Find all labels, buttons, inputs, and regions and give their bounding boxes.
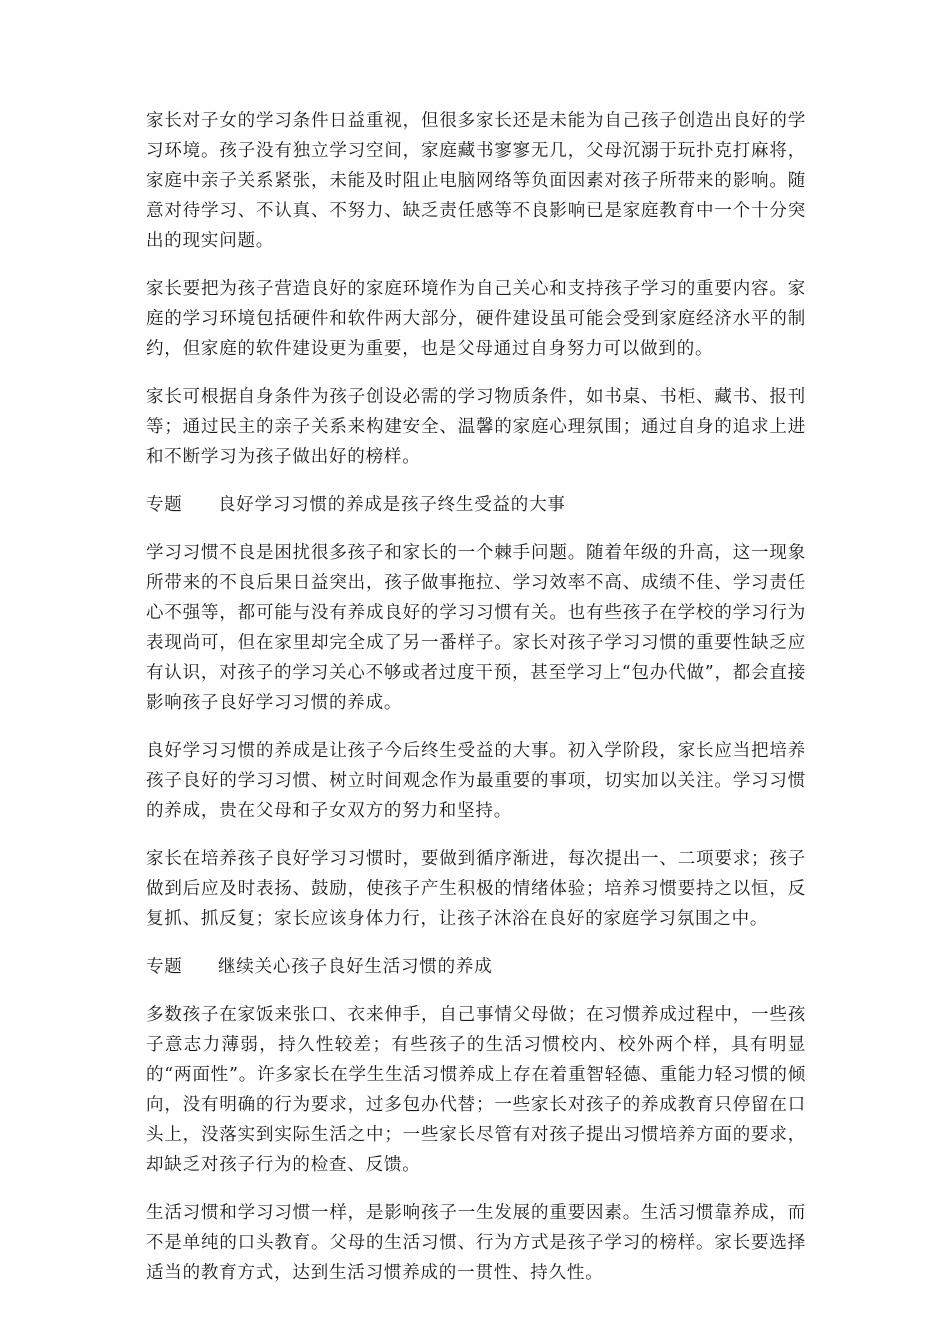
document-page xyxy=(146,106,806,1306)
paragraph: 家长要把为孩子营造良好的家庭环境作为自己关心和支持孩子学习的重要内容。家庭的学习环境包括硬件和软件两大部分，硬件建设虽可能会受到家庭经济水平的制约，但家庭的软件建设更为重要，也是父母通过自身努力可以做到的。 xyxy=(146,279,806,359)
paragraph: 学习习惯不良是困扰很多孩子和家长的一个棘手问题。随着年级的升高，这一现象所带来的不良后果日益突出，孩子做事拖拉、学习效率不高、成绩不佳、学习责任心不强等，都可能与没有养成良好的学习习惯有关。也有些孩子在学校的学习行为表现尚可，但在家里却完全成了另一番样子。家长对孩子学习习惯的重要性缺乏应有认识，对孩子的学习关心不够或者过度干预，甚至学习上“包办代做”，都会直接影响孩子良好学习习惯的养成。 xyxy=(146,543,806,713)
paragraph: 家长在培养孩子良好学习习惯时，要做到循序渐进，每次提出一、二项要求；孩子做到后应及时表扬、鼓励，使孩子产生积极的情绪体验；培养习惯要持之以恒，反复抓、抓反复；家长应该身体力行，让孩子沐浴在良好的家庭学习氛围之中。 xyxy=(146,849,806,929)
paragraph: 良好学习习惯的养成是让孩子今后终生受益的大事。初入学阶段，家长应当把培养孩子良好的学习习惯、树立时间观念作为最重要的事项，切实加以关注。学习习惯的养成，贵在父母和子女双方的努力和坚持。 xyxy=(146,741,806,821)
section-heading xyxy=(146,490,806,520)
paragraph: 多数孩子在家饭来张口、衣来伸手，自己事情父母做；在习惯养成过程中，一些孩子意志力薄弱，持久性较差；有些孩子的生活习惯校内、校外两个样，具有明显的“两面性”。许多家长在学生生活习惯养成上存在着重智轻德、重能力轻习惯的倾向，没有明确的行为要求，过多包办代替；一些家长对孩子的养成教育只停留在口头上，没落实到实际生活之中；一些家长尽管有对孩子提出习惯培养方面的要求，却缺乏对孩子行为的检查、反馈。 xyxy=(146,1005,806,1175)
section-heading-label: 专题 xyxy=(146,957,183,977)
section-heading-label: 专题 xyxy=(146,495,183,515)
paragraph: 家长对子女的学习条件日益重视，但很多家长还是未能为自己孩子创造出良好的学习环境。孩子没有独立学习空间，家庭藏书寥寥无几，父母沉溺于玩扑克打麻将，家庭中亲子关系紧张，未能及时阻止电脑网络等负面因素对孩子所带来的影响。随意对待学习、不认真、不努力、缺乏责任感等不良影响已是家庭教育中一个十分突出的现实问题。 xyxy=(146,111,806,251)
section-heading xyxy=(146,952,806,982)
section-heading-title: 良好学习习惯的养成是孩子终生受益的大事 xyxy=(218,495,566,515)
section-heading-title: 继续关心孩子良好生活习惯的养成 xyxy=(218,957,493,977)
paragraph: 家长可根据自身条件为孩子创设必需的学习物质条件，如书桌、书柜、藏书、报刊等；通过民主的亲子关系来构建安全、温馨的家庭心理氛围；通过自身的追求上进和不断学习为孩子做出好的榜样。 xyxy=(146,387,806,467)
paragraph: 生活习惯和学习习惯一样，是影响孩子一生发展的重要因素。生活习惯靠养成，而不是单纯的口头教育。父母的生活习惯、行为方式是孩子学习的榜样。家长要选择适当的教育方式，达到生活习惯养成的一贯性、持久性。 xyxy=(146,1203,806,1283)
